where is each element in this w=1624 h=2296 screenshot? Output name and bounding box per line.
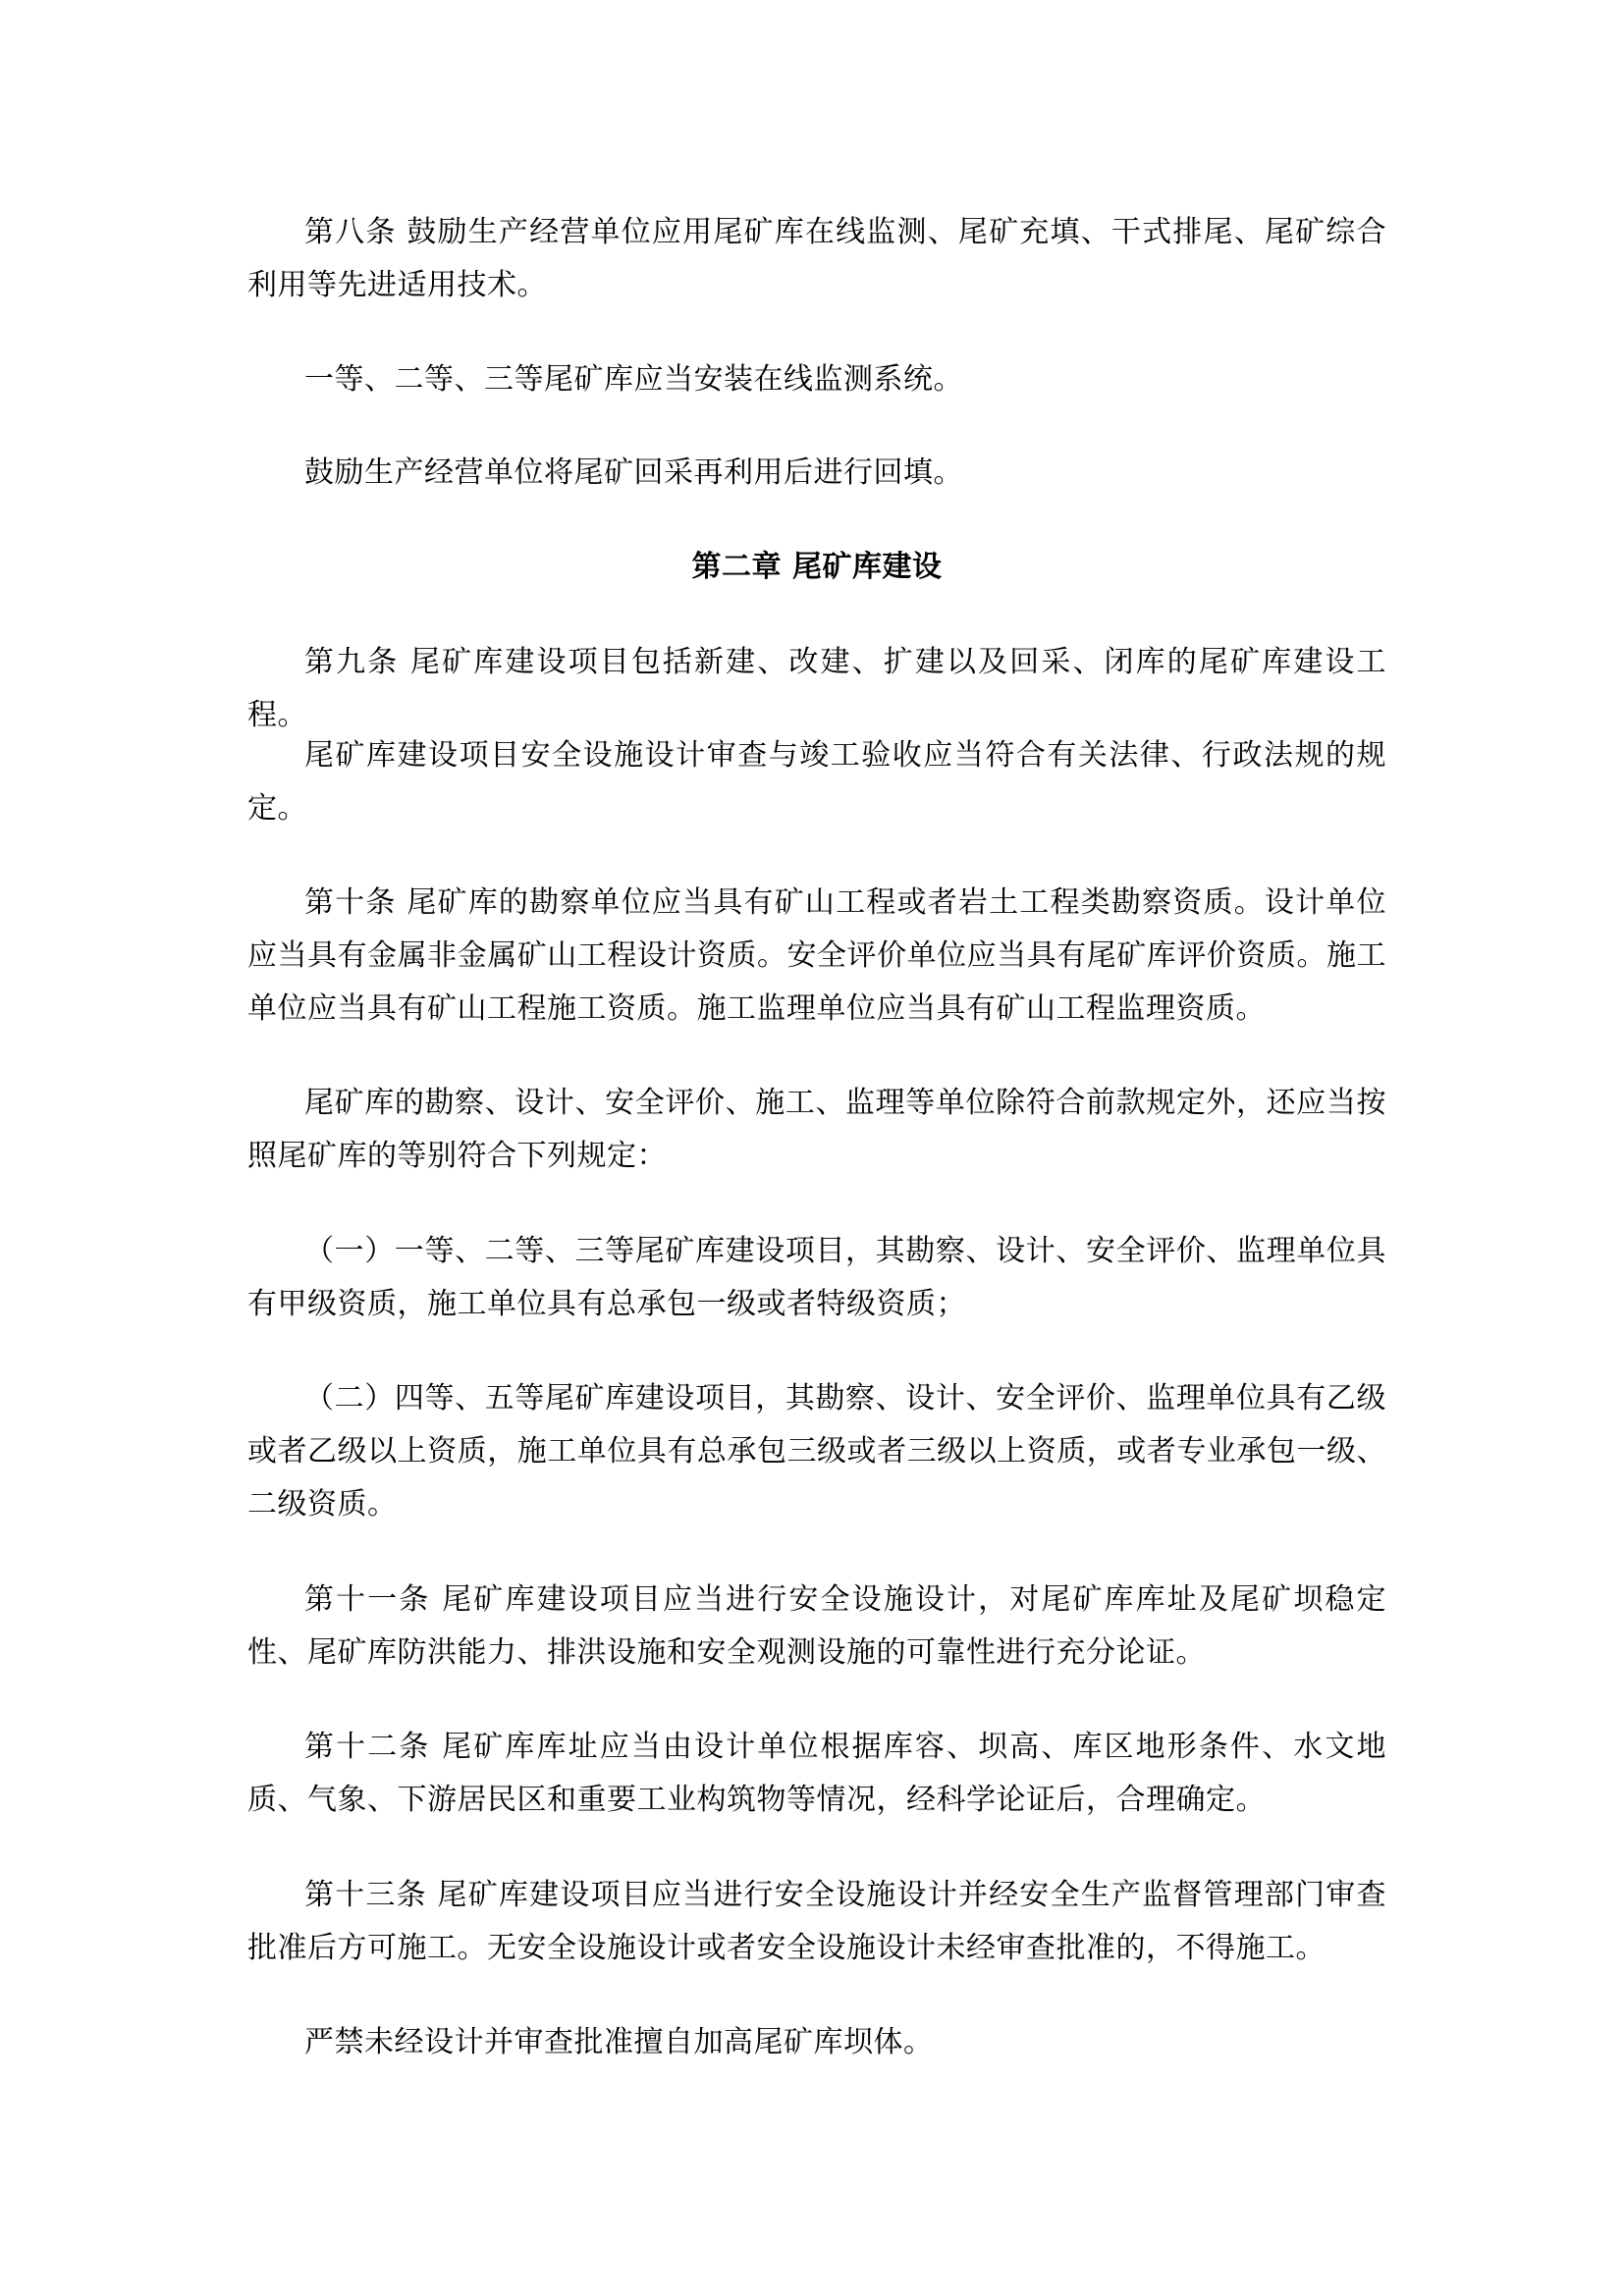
article-11-paragraph: 第十一条 尾矿库建设项目应当进行安全设施设计，对尾矿库库址及尾矿坝稳定性、尾矿库防洪能力、排洪设施和安全观测设施的可靠性进行充分论证。 (247, 1582, 1386, 1670)
article-10-paragraph: 第十条 尾矿库的勘察单位应当具有矿山工程或者岩土工程类勘察资质。设计单位应当具有金属非金属矿山工程设计资质。安全评价单位应当具有尾矿库评价资质。施工单位应当具有矿山工程施工资质。施工监理单位应当具有矿山工程监理资质。 (247, 885, 1386, 1026)
article-13-prohibition-paragraph: 严禁未经设计并审查批准擅自加高尾矿库坝体。 (304, 2025, 934, 2059)
article-9-paragraph: 第九条 尾矿库建设项目包括新建、改建、扩建以及回采、闭库的尾矿库建设工程。 (247, 645, 1386, 732)
article-10-grade-paragraph: 尾矿库的勘察、设计、安全评价、施工、监理等单位除符合前款规定外，还应当按照尾矿库的等别符合下列规定： (247, 1086, 1386, 1173)
article-8-monitoring-paragraph: 一等、二等、三等尾矿库应当安装在线监测系统。 (304, 362, 963, 397)
article-13-paragraph: 第十三条 尾矿库建设项目应当进行安全设施设计并经安全生产监督管理部门审查批准后方可施工。无安全设施设计或者安全设施设计未经审查批准的，不得施工。 (247, 1878, 1386, 1965)
article-10-item-2: （二）四等、五等尾矿库建设项目，其勘察、设计、安全评价、监理单位具有乙级或者乙级以上资质，施工单位具有总承包三级或者三级以上资质，或者专业承包一级、二级资质。 (247, 1381, 1386, 1522)
article-8-backfill-paragraph: 鼓励生产经营单位将尾矿回采再利用后进行回填。 (304, 455, 963, 490)
article-12-paragraph: 第十二条 尾矿库库址应当由设计单位根据库容、坝高、库区地形条件、水文地质、气象、下游居民区和重要工业构筑物等情况，经科学论证后，合理确定。 (247, 1730, 1386, 1817)
chapter-2-heading: 第二章 尾矿库建设 (691, 550, 943, 584)
article-10-item-1: （一）一等、二等、三等尾矿库建设项目，其勘察、设计、安全评价、监理单位具有甲级资质，施工单位具有总承包一级或者特级资质； (247, 1234, 1386, 1321)
article-8-paragraph: 第八条 鼓励生产经营单位应用尾矿库在线监测、尾矿充填、干式排尾、尾矿综合利用等先进适用技术。 (247, 215, 1386, 302)
article-9-review-paragraph: 尾矿库建设项目安全设施设计审查与竣工验收应当符合有关法律、行政法规的规定。 (247, 738, 1386, 826)
